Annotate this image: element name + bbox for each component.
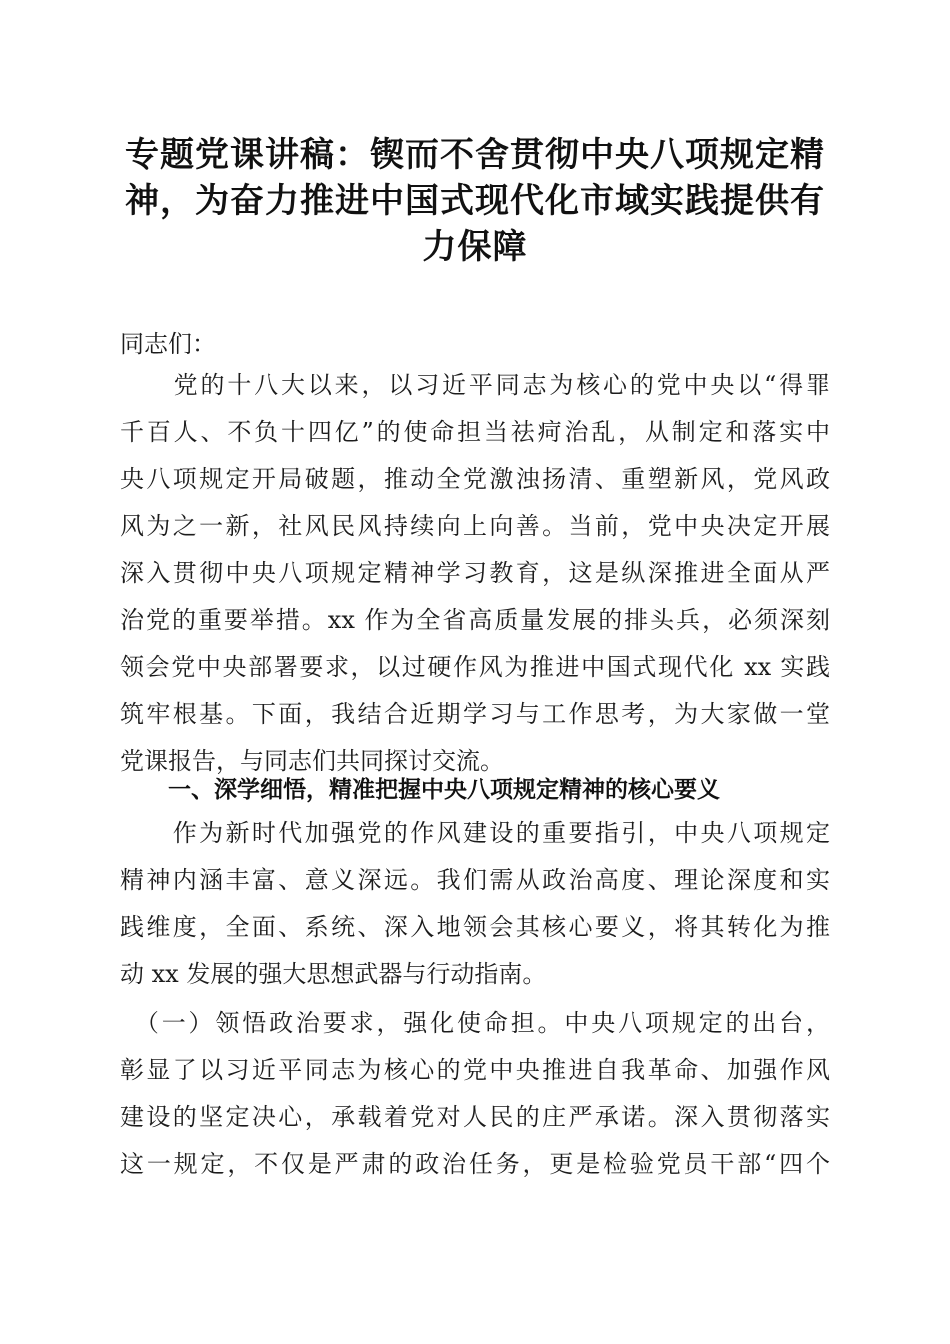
title-line: 专题党课讲稿：锲而不舍贯彻中央八项规定精 [125, 135, 825, 175]
paragraph-line: 筑牢根基。下面，我结合近期学习与工作思考，为大家做一堂 [120, 700, 830, 728]
paragraph-line: 这一规定，不仅是严肃的政治任务，更是检验党员干部“四个 [120, 1150, 830, 1178]
section-heading: 一、深学细悟，精准把握中央八项规定精神的核心要义 [168, 777, 720, 803]
paragraph-line: 领会党中央部署要求，以过硬作风为推进中国式现代化 xx 实践 [120, 653, 830, 681]
paragraph-line: 深入贯彻中央八项规定精神学习教育，这是纵深推进全面从严 [120, 559, 830, 587]
paragraph-line: 治党的重要举措。xx 作为全省高质量发展的排头兵，必须深刻 [120, 606, 830, 634]
paragraph-line: 践维度，全面、系统、深入地领会其核心要义，将其转化为推 [120, 913, 830, 941]
paragraph-line: 动 xx 发展的强大思想武器与行动指南。 [120, 960, 547, 988]
paragraph-line: 央八项规定开局破题，推动全党激浊扬清、重塑新风，党风政 [120, 465, 830, 493]
title-line: 力保障 [422, 227, 528, 267]
paragraph-line: 党课报告，与同志们共同探讨交流。 [120, 747, 504, 775]
paragraph-line: （一）领悟政治要求，强化使命担。中央八项规定的出台， [120, 1009, 830, 1037]
title-line: 神，为奋力推进中国式现代化市域实践提供有 [125, 181, 825, 221]
intro-paragraph [120, 362, 830, 785]
paragraph-line: 精神内涵丰富、意义深远。我们需从政治高度、理论深度和实 [120, 866, 830, 894]
paragraph-line: 彰显了以习近平同志为核心的党中央推进自我革命、加强作风 [120, 1056, 830, 1084]
paragraph-line: 作为新时代加强党的作风建设的重要指引，中央八项规定 [120, 819, 830, 847]
paragraph-line: 千百人、不负十四亿”的使命担当祛疴治乱，从制定和落实中 [120, 418, 830, 446]
salutation: 同志们： [120, 330, 216, 358]
paragraph-line: 风为之一新，社风民风持续向上向善。当前，党中央决定开展 [120, 512, 830, 540]
paragraph-line: 建设的坚定决心，承载着党对人民的庄严承诺。深入贯彻落实 [120, 1103, 830, 1131]
paragraph-line: 党的十八大以来，以习近平同志为核心的党中央以“得罪 [120, 371, 830, 399]
subsection1-paragraph [120, 1000, 830, 1188]
document-title [110, 132, 840, 270]
section1-paragraph [120, 810, 830, 998]
